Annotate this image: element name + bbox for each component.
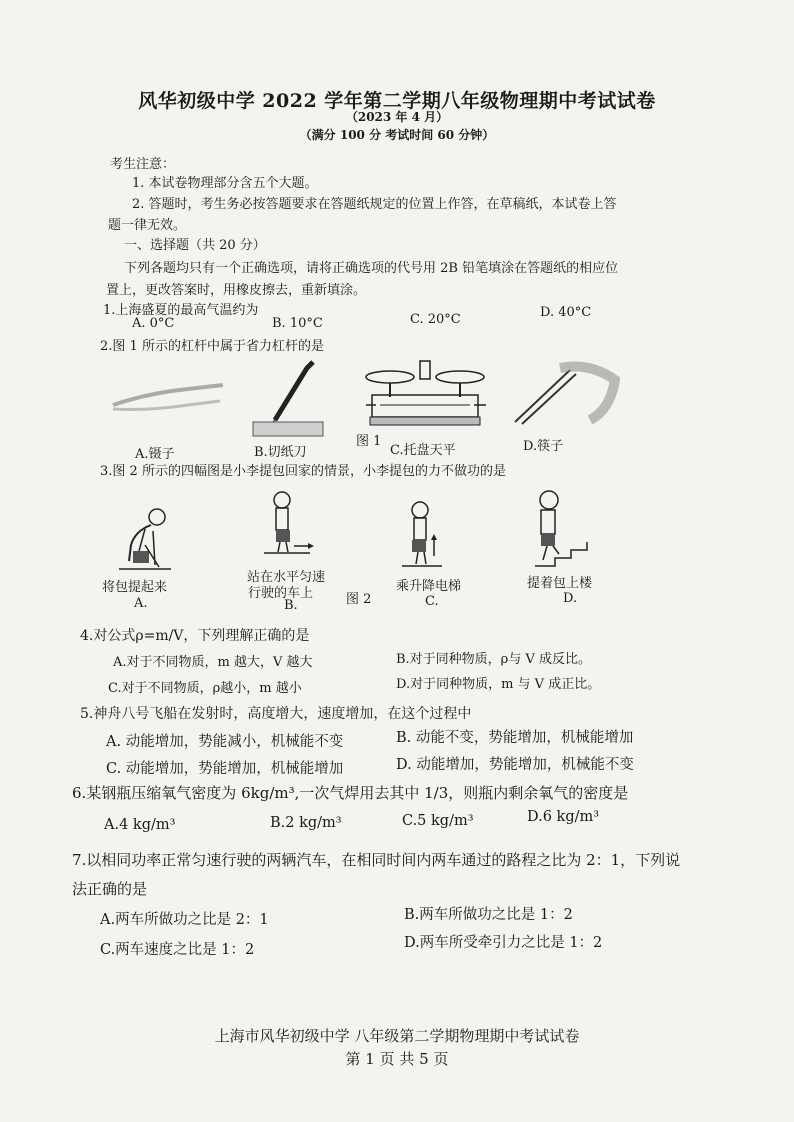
q7-option-a: A.两车所做功之比是 2：1 bbox=[100, 912, 269, 928]
q3-option-a: A. bbox=[134, 596, 148, 611]
footer-page: 第 1 页 共 5 页 bbox=[345, 1050, 449, 1068]
exam-date: （2023 年 4 月） bbox=[345, 110, 449, 124]
q2-option-c: C.托盘天平 bbox=[390, 443, 456, 458]
chopsticks-figure bbox=[510, 360, 620, 430]
q3-option-b: B. bbox=[284, 598, 298, 613]
q1-option-a: A. 0°C bbox=[132, 316, 175, 331]
bus-rider-figure bbox=[262, 490, 322, 560]
q3-d-caption: 提着包上楼 bbox=[527, 576, 593, 591]
notice-line1: 1. 本试卷物理部分含五个大题。 bbox=[132, 176, 318, 191]
q7-option-d: D.两车所受牵引力之比是 1：2 bbox=[404, 935, 603, 951]
q6-option-c: C.5 kg/m³ bbox=[402, 813, 474, 829]
q4-option-d: D.对于同种物质，m 与 V 成正比。 bbox=[396, 677, 601, 692]
notice-heading: 考生注意： bbox=[110, 157, 176, 172]
exam-title: 风华初级中学 2022 学年第二学期八年级物理期中考试试卷 bbox=[138, 90, 656, 112]
q7-stem-line2: 法正确的是 bbox=[72, 880, 148, 898]
q3-a-caption: 将包提起来 bbox=[102, 580, 168, 595]
q3-c-caption: 乘升降电梯 bbox=[396, 579, 462, 594]
exam-info: （满分 100 分 考试时间 60 分钟） bbox=[299, 128, 495, 142]
q2-option-d: D.筷子 bbox=[523, 439, 564, 454]
lifting-bag-figure bbox=[115, 505, 175, 575]
q3-stem: 3.图 2 所示的四幅图是小李提包回家的情景，小李提包的力不做功的是 bbox=[100, 464, 506, 479]
q4-option-a: A.对于不同物质，m 越大，V 越大 bbox=[113, 655, 313, 670]
q2-option-b: B.切纸刀 bbox=[254, 445, 307, 460]
paper-cutter-figure bbox=[245, 360, 325, 440]
section1-desc1: 下列各题均只有一个正确选项，请将正确选项的代号用 2B 铅笔填涂在答题纸的相应位 bbox=[124, 261, 619, 276]
q4-stem: 4.对公式ρ=m/V，下列理解正确的是 bbox=[80, 628, 310, 644]
q1-option-c: C. 20°C bbox=[410, 312, 461, 327]
notice-line2b: 题一律无效。 bbox=[108, 218, 187, 233]
q6-option-d: D.6 kg/m³ bbox=[527, 809, 600, 825]
notice-line2a: 2. 答题时，考生务必按答题要求在答题纸规定的位置上作答，在草稿纸，本试卷上答 bbox=[132, 197, 617, 212]
q7-option-b: B.两车所做功之比是 1：2 bbox=[404, 907, 573, 923]
figure2-label: 图 2 bbox=[346, 592, 372, 607]
elevator-rider-figure bbox=[398, 500, 448, 572]
q1-option-d: D. 40°C bbox=[540, 305, 592, 320]
figure1-label: 图 1 bbox=[356, 434, 382, 449]
q3-option-d: D. bbox=[563, 591, 578, 606]
q3-b-caption-2: 行驶的车上 bbox=[248, 586, 314, 601]
q5-option-a: A. 动能增加，势能减小，机械能不变 bbox=[106, 734, 344, 750]
q4-option-b: B.对于同种物质，ρ与 V 成反比。 bbox=[396, 652, 591, 667]
q6-option-b: B.2 kg/m³ bbox=[270, 815, 342, 831]
q6-stem: 6.某钢瓶压缩氧气密度为 6kg/m³,一次气焊用去其中 1/3，则瓶内剩余氧气的密度是 bbox=[72, 784, 629, 802]
q2-option-a: A.镊子 bbox=[135, 447, 175, 462]
tweezers-figure bbox=[108, 375, 228, 435]
q3-option-c: C. bbox=[425, 594, 439, 609]
section1-desc2: 置上，更改答案时，用橡皮擦去，重新填涂。 bbox=[106, 283, 367, 298]
stair-climber-figure bbox=[525, 488, 595, 572]
q6-option-a: A.4 kg/m³ bbox=[104, 817, 176, 833]
q5-stem: 5.神舟八号飞船在发射时，高度增大，速度增加，在这个过程中 bbox=[80, 706, 472, 722]
q7-stem-line1: 7.以相同功率正常匀速行驶的两辆汽车，在相同时间内两车通过的路程之比为 2：1，下列说 bbox=[72, 851, 681, 869]
q7-option-c: C.两车速度之比是 1：2 bbox=[100, 942, 255, 958]
q1-stem: 1.上海盛夏的最高气温约为 bbox=[103, 303, 259, 318]
q4-option-c: C.对于不同物质，ρ越小，m 越小 bbox=[108, 681, 302, 696]
footer-school: 上海市风华初级中学 八年级第二学期物理期中考试试卷 bbox=[214, 1027, 580, 1045]
q5-option-b: B. 动能不变，势能增加，机械能增加 bbox=[396, 730, 634, 746]
q2-stem: 2.图 1 所示的杠杆中属于省力杠杆的是 bbox=[100, 339, 324, 354]
q1-option-b: B. 10°C bbox=[272, 316, 323, 331]
balance-scale-figure bbox=[360, 355, 490, 433]
q5-option-c: C. 动能增加，势能增加，机械能增加 bbox=[106, 761, 344, 777]
q3-b-caption-1: 站在水平匀速 bbox=[247, 570, 326, 585]
q5-option-d: D. 动能增加，势能增加，机械能不变 bbox=[396, 757, 634, 773]
section1-heading: 一、选择题（共 20 分） bbox=[124, 238, 266, 253]
